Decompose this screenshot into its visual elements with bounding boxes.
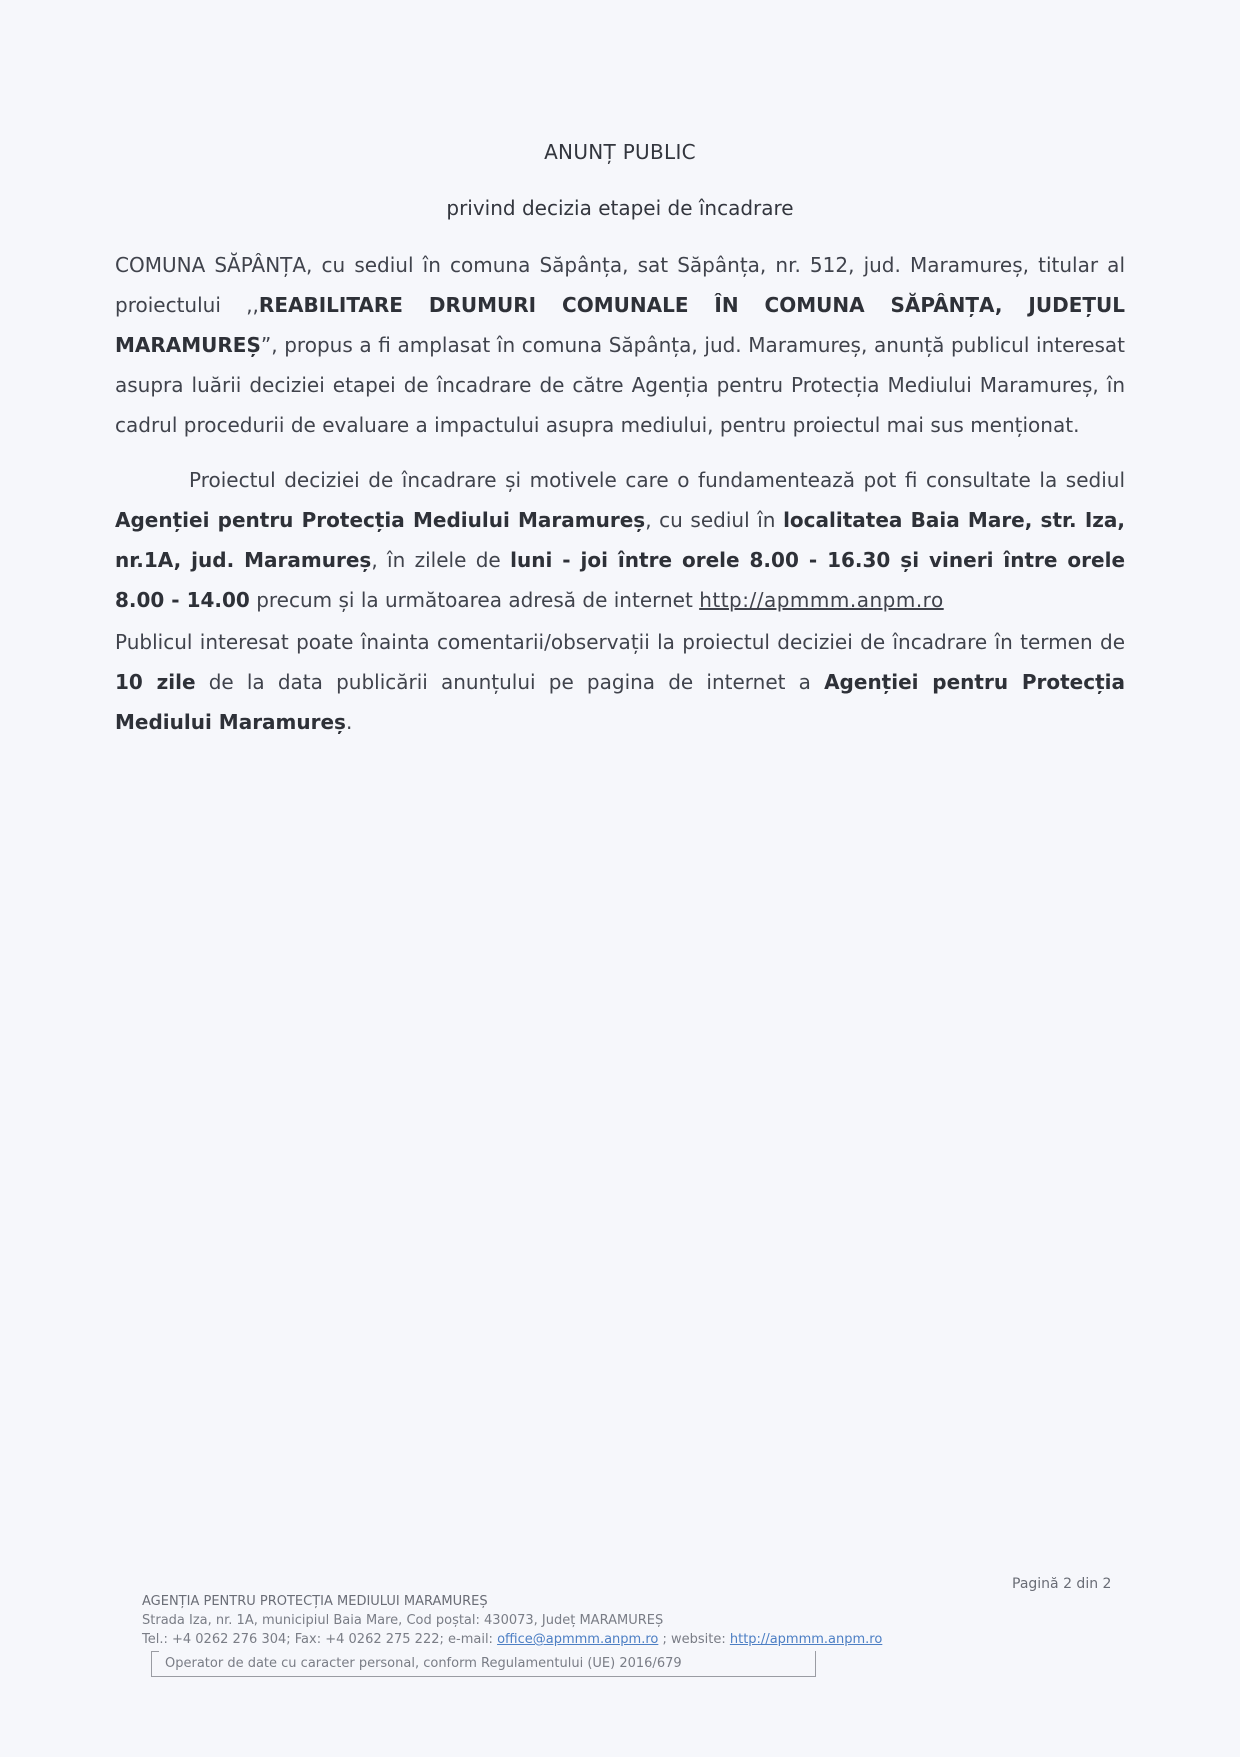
- office-hours: luni - joi între orele 8.00 - 16.30 și vineri între orele 8.00 - 14.00: [115, 548, 1126, 612]
- footer-website-link[interactable]: http://apmmm.anpm.ro: [729, 1632, 883, 1647]
- text: .: [345, 710, 353, 734]
- document-subtitle: privind decizia etapei de încadrare: [446, 196, 794, 220]
- paragraph-intro: [115, 245, 1125, 445]
- text: COMUNA SĂPÂNȚA, cu sediul în comuna Săpânța, sat Săpânța, nr. 512, jud. Maramureș, titular al proiectului ,,: [115, 253, 1125, 317]
- project-name: REABILITARE DRUMURI COMUNALE ÎN COMUNA SĂPÂNȚA, JUDEȚUL MARAMUREȘ: [115, 293, 1126, 357]
- footer-contact-text: Tel.: +4 0262 276 304; Fax: +4 0262 275 222; e-mail:: [142, 1632, 498, 1647]
- paragraph-consultation: [115, 460, 1125, 620]
- website-link[interactable]: http://apmmm.anpm.ro: [699, 588, 944, 612]
- page-number: Pagină 2 din 2: [1012, 1576, 1112, 1592]
- footer-website-label: ; website:: [658, 1632, 730, 1647]
- text: ”, propus a fi amplasat în comuna Săpânța, jud. Maramureș, anunță publicul interesat asupra luării deciziei etapei de încadrare de către Agenția pentru Protecția Mediului Maramureș, în cadrul procedurii de evaluare a impactului asupra mediului, pentru proiectul mai sus menționat.: [115, 333, 1125, 437]
- footer: [142, 1592, 1042, 1649]
- text: Proiectul deciziei de încadrare și motivele care o fundamentează pot fi consultate la sediul: [189, 468, 1125, 492]
- deadline: 10 zile: [115, 670, 196, 694]
- footer-contact: [142, 1630, 1042, 1649]
- text: de la data publicării anunțului pe pagina de internet a: [195, 670, 825, 694]
- footer-org: AGENȚIA PENTRU PROTECȚIA MEDIULUI MARAMUREȘ: [142, 1594, 488, 1609]
- email-link[interactable]: office@apmmm.anpm.ro: [497, 1632, 659, 1647]
- agency-name: Agenției pentru Protecția Mediului Maramureș: [115, 670, 1125, 734]
- paragraph-comments: [115, 622, 1125, 742]
- document-title: ANUNȚ PUBLIC: [544, 140, 696, 164]
- text: , în zilele de: [371, 548, 511, 572]
- gdpr-notice: Operator de date cu caracter personal, conform Regulamentului (UE) 2016/679: [151, 1651, 816, 1677]
- text: , cu sediul în: [645, 508, 784, 532]
- text: Publicul interesat poate înainta comentarii/observații la proiectul deciziei de încadrare în termen de: [115, 630, 1125, 654]
- agency-name: Agenției pentru Protecția Mediului Maramureș: [115, 508, 646, 532]
- agency-address: localitatea Baia Mare, str. Iza, nr.1A, jud. Maramureș: [115, 508, 1126, 572]
- footer-address: Strada Iza, nr. 1A, municipiul Baia Mare, Cod poștal: 430073, Județ MARAMUREȘ: [142, 1613, 664, 1628]
- text: precum și la următoarea adresă de internet: [249, 588, 700, 612]
